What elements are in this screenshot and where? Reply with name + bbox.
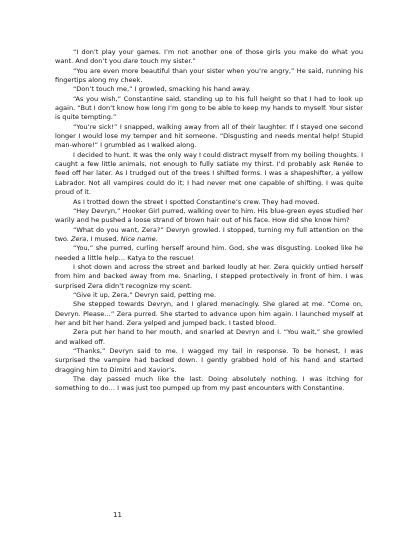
paragraph <box>55 347 363 375</box>
text-run: She stepped towards Devryn, and I glared menacingly. She glared at me. “Come on, Devryn. Please…” Zera purred. She started to advance upon him again. I launched myself at her and bit her hand. Zera yelped and jumped back. I tasted blood. <box>55 300 363 327</box>
paragraph <box>55 263 363 291</box>
text-run: “You,” she purred, curling herself around him. God, she was disgusting. Looked like he needed a little help… Katya to the rescue! <box>55 244 363 262</box>
paragraph <box>55 151 363 198</box>
page-number: 11 <box>113 511 122 519</box>
text-run: “What do you want, Zera?” Devryn growled. I stopped, turning my full attention on the two. <box>55 225 363 243</box>
paragraph <box>55 291 363 300</box>
text-run: “Give it up, Zera,” Devryn said, petting me. <box>73 290 217 299</box>
italic-text: dare <box>123 57 139 66</box>
text-run: I decided to hunt. It was the only way I could distract myself from my boiling thoughts. I caught a few little animals, not enough to fully satiate my thirst. I’d probably ask Renée to feed off her later. As I trudged out of the trees I shifted forms. I was a shapeshifter, a yellow Labrador. Not all vampires could do it; I had never met one capable of shifting. I was quite proud of it. <box>55 150 363 197</box>
text-run: “I don’t play your games. I’m not another one of those girls you make do what you want. And don’t you <box>55 48 363 66</box>
paragraph <box>55 226 363 245</box>
paragraph <box>55 328 363 347</box>
text-run: The day passed much like the last. Doing absolutely nothing. I was itching for something to do… I was just too pumped up from my past encounters with Constantine. <box>55 375 363 393</box>
paragraph <box>55 67 363 86</box>
paragraph <box>55 198 363 207</box>
paragraph <box>55 48 363 67</box>
paragraph <box>55 207 363 226</box>
paragraph <box>55 123 363 151</box>
body-text <box>55 48 363 394</box>
italic-text: Nice name. <box>120 234 158 243</box>
text-run: Zera put her hand to her mouth, and snarled at Devryn and I. “You wait,” she growled and walked off. <box>55 328 363 346</box>
text-run: “Hey Devryn,” Hooker Girl purred, walking over to him. His blue-green eyes studied her warily and he pushed a loose strand of brown hair out of his face. How did she know him? <box>55 206 363 225</box>
paragraph <box>55 300 363 328</box>
text-run: “As you wish,” Constantine said, standing up to his full height so that I had to look up again. “But I don’t know how long I’m gong to be able to keep my hands to myself. Your sister is quite tempting.” <box>55 94 363 122</box>
paragraph <box>55 244 363 263</box>
text-run: “You’re sick!” I snapped, walking away from all of their laughter. If I stayed one second longer I would lose my temper and hit someone. “Disgusting and needs mental help! Stupid man-whore!” I grumbled as I walked along. <box>55 122 363 150</box>
text-run: touch my sister.” <box>138 57 196 66</box>
text-run: “You are even more beautiful than your sister when you’re angry,” He said, running his fingertips along my cheek. <box>55 66 363 85</box>
paragraph <box>55 375 363 394</box>
paragraph <box>55 95 363 123</box>
text-run: As I trotted down the street I spotted Constantine’s crew. They had moved. <box>73 197 320 206</box>
text-run: , I mused. <box>86 234 121 243</box>
text-run: “Don’t touch me,” I growled, smacking his hand away. <box>73 85 251 94</box>
text-run: I shot down and across the street and barked loudly at her. Zera quickly untied herself from him and backed away from me. Snarling, I stepped protectively in front of him. I was surprised Zera didn’t recognize my scent. <box>55 262 363 290</box>
paragraph <box>55 85 363 94</box>
italic-text: Zera <box>70 234 87 243</box>
text-run: “Thanks,” Devryn said to me. I wagged my tail in response. To be honest, I was surprised the vampire had backed down. I gently grabbed hold of his hand and started dragging him to Dimitri and Xavior’s. <box>55 347 363 374</box>
